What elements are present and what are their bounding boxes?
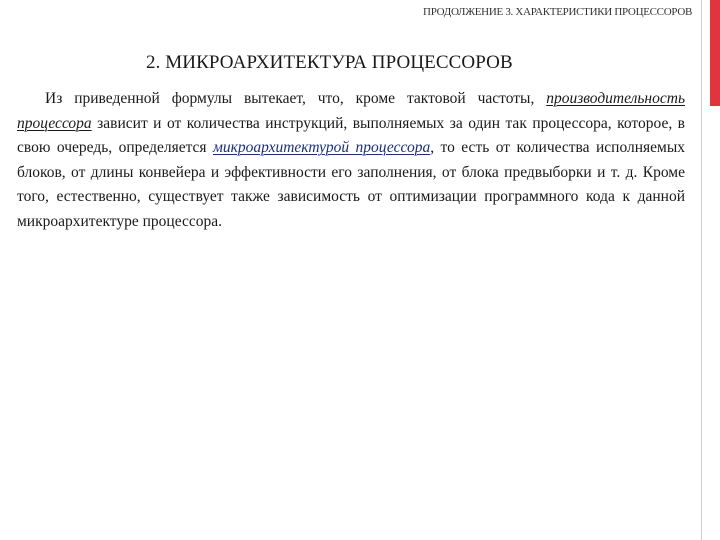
paragraph-text: зависит и от количества инструкций, выполняемых за один так процессора, которое, в свою очередь, определяется [17,114,685,157]
term-processor-performance: производительность процессора [17,90,685,132]
vertical-divider [701,0,702,540]
paragraph-text: , то есть от количества исполняемых блоков, от длины конвейера и эффективности его заполнения, от блока предвыборки и т. д. Кроме того, естественно, существует также зависимость от оптимизации программного кода к данной микроархитектуре процессора. [17,139,685,230]
body-paragraph [17,87,685,235]
paragraph-text: Из приведенной формулы вытекает, что, кроме тактовой частоты, [45,90,547,107]
section-continuation-label: ПРОДОЛЖЕНИЕ 3. ХАРАКТЕРИСТИКИ ПРОЦЕССОРОВ [423,6,692,18]
accent-bar [710,0,720,106]
term-processor-microarchitecture: микроархитектурой процессора [213,139,431,157]
slide-title: 2. МИКРОАРХИТЕКТУРА ПРОЦЕССОРОВ [146,52,513,73]
